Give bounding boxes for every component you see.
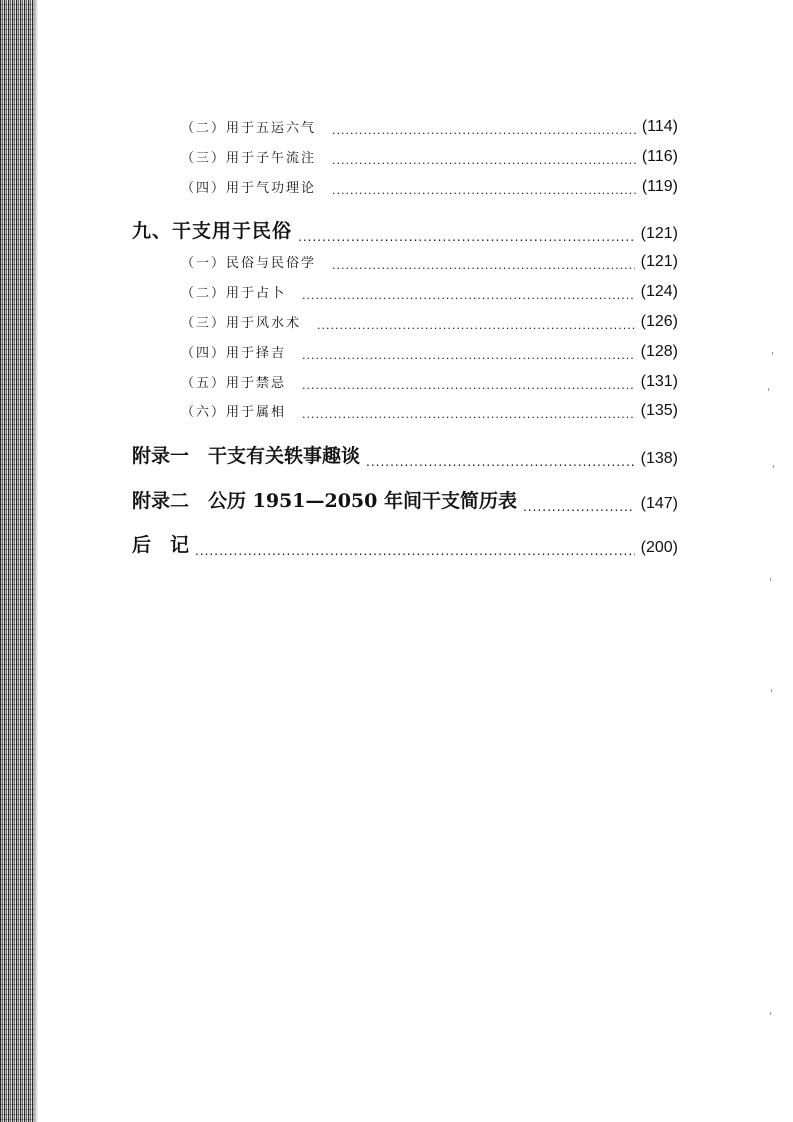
toc-entry-5-3[interactable] bbox=[181, 147, 678, 166]
toc-entry-9-5[interactable] bbox=[181, 372, 678, 391]
toc-page-number: (131) bbox=[640, 373, 678, 390]
toc-chapter-label: 九、干支用于民俗 bbox=[132, 220, 293, 242]
toc-entry-label: （五）用于禁忌 bbox=[181, 376, 287, 391]
toc-page-number: (200) bbox=[640, 539, 678, 556]
toc-page-number: (121) bbox=[640, 225, 678, 242]
toc-entry-label: （四）用于气功理论 bbox=[181, 181, 317, 196]
scan-speck bbox=[768, 388, 769, 391]
toc-entry-5-2[interactable] bbox=[181, 117, 678, 136]
toc-entry-9-1[interactable] bbox=[181, 252, 678, 271]
dot-leader bbox=[322, 125, 636, 136]
dot-leader bbox=[322, 155, 636, 166]
dot-leader bbox=[195, 545, 635, 557]
dot-leader bbox=[366, 456, 635, 468]
toc-page-number: (116) bbox=[641, 148, 678, 165]
toc-appendix-label: 附录二 公历 1951—2050 年间干支简历表 bbox=[132, 490, 517, 512]
toc-appendix-label: 附录一 干支有关轶事趣谈 bbox=[132, 445, 361, 467]
toc-appendix-2[interactable] bbox=[132, 486, 678, 513]
toc-afterword-label: 后 记 bbox=[132, 534, 190, 556]
toc-entry-label: （六）用于属相 bbox=[181, 405, 287, 420]
toc-entry-label: （二）用于占卜 bbox=[181, 286, 287, 301]
toc-afterword[interactable] bbox=[132, 530, 678, 557]
toc-chapter-9[interactable] bbox=[132, 216, 678, 243]
scan-speck bbox=[771, 689, 772, 692]
toc-entry-9-4[interactable] bbox=[181, 342, 678, 361]
dot-leader bbox=[292, 290, 635, 301]
toc-entry-label: （三）用于子午流注 bbox=[181, 151, 317, 166]
dot-leader bbox=[298, 231, 635, 243]
toc-entry-9-2[interactable] bbox=[181, 282, 678, 301]
dot-leader bbox=[322, 260, 635, 271]
toc-entry-9-3[interactable] bbox=[181, 312, 678, 331]
toc-entry-label: （二）用于五运六气 bbox=[181, 121, 317, 136]
dot-leader bbox=[292, 409, 635, 420]
scan-speck bbox=[770, 578, 771, 581]
toc-entry-label: （三）用于风水术 bbox=[181, 316, 302, 331]
toc-page-number: (114) bbox=[641, 118, 678, 135]
toc-page-number: (119) bbox=[641, 178, 678, 195]
toc-page-number: (126) bbox=[640, 313, 678, 330]
toc-page-number: (147) bbox=[640, 495, 678, 512]
dot-leader bbox=[322, 185, 636, 196]
dot-leader bbox=[307, 320, 635, 331]
toc-entry-9-6[interactable] bbox=[181, 401, 678, 420]
toc-page-number: (128) bbox=[640, 343, 678, 360]
toc-appendix-1[interactable] bbox=[132, 441, 678, 468]
toc-entry-5-4[interactable] bbox=[181, 177, 678, 196]
toc-entry-label: （四）用于择吉 bbox=[181, 346, 287, 361]
scan-speck bbox=[772, 352, 773, 355]
toc-entry-label: （一）民俗与民俗学 bbox=[181, 256, 317, 271]
toc-page-number: (124) bbox=[640, 283, 678, 300]
dot-leader bbox=[292, 380, 635, 391]
scan-speck bbox=[770, 1012, 771, 1015]
scan-speck bbox=[773, 465, 774, 468]
toc-page-number: (138) bbox=[640, 450, 678, 467]
dot-leader bbox=[292, 350, 635, 361]
dot-leader bbox=[523, 501, 635, 513]
toc-page-number: (121) bbox=[640, 253, 678, 270]
toc-page-number: (135) bbox=[640, 402, 678, 419]
